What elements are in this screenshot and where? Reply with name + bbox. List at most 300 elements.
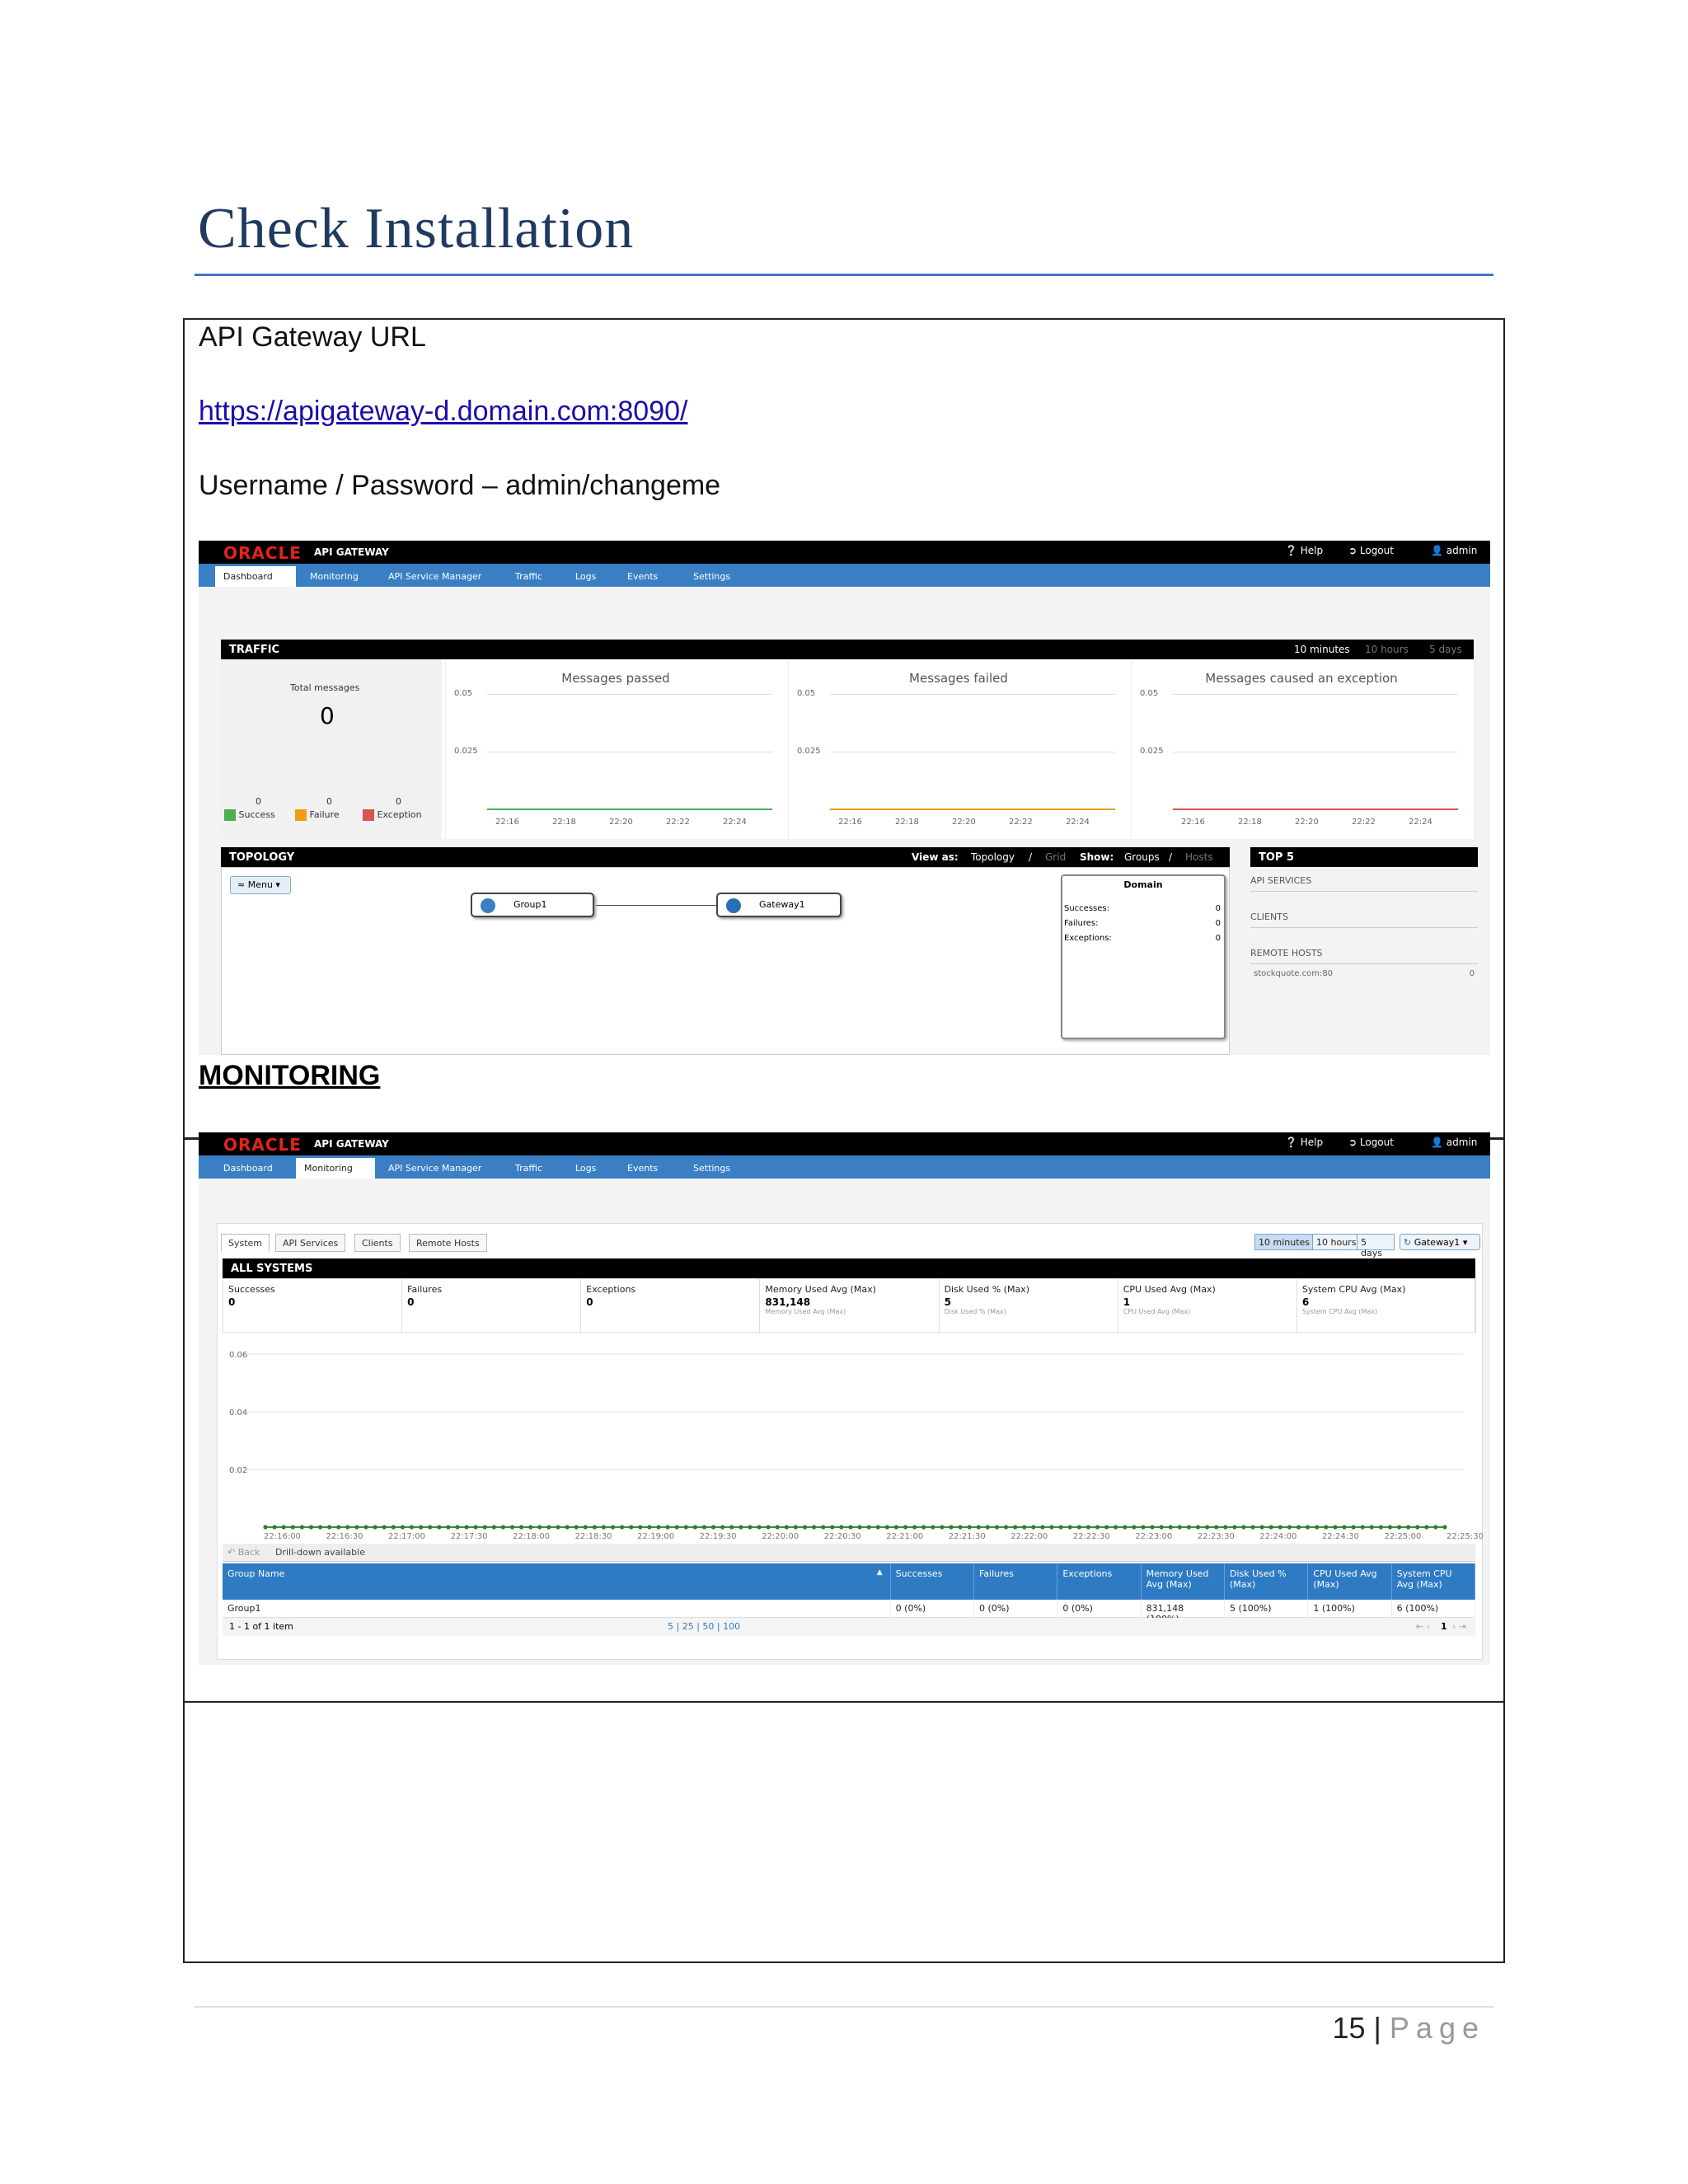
- document-title: Check Installation: [198, 197, 635, 260]
- data-point: [968, 1525, 972, 1529]
- menu-icon: ≈: [237, 879, 248, 890]
- x-tick-label: 22:16: [1181, 818, 1205, 827]
- x-tick-label: 22:22: [666, 818, 690, 827]
- data-point: [336, 1525, 340, 1529]
- x-tick-label: 22:24:00: [1259, 1532, 1297, 1541]
- item-count: 1 - 1 of 1 item: [229, 1621, 293, 1632]
- domain-exceptions-value: 0: [1215, 934, 1221, 943]
- subtab-api-services[interactable]: API Services: [275, 1234, 345, 1252]
- back-button[interactable]: ↶ Back: [227, 1547, 260, 1558]
- metric-cell: [1118, 1279, 1297, 1333]
- traffic-header: [221, 640, 1474, 659]
- metric-cell: [760, 1279, 939, 1333]
- topology-menu-button[interactable]: ≈ Menu ▾: [230, 876, 291, 894]
- y-tick-label: 0.02: [229, 1466, 248, 1475]
- show-groups[interactable]: Groups: [1124, 851, 1160, 863]
- back-arrow-icon: ↶: [227, 1547, 238, 1558]
- metric-label: System CPU Avg (Max): [1301, 1284, 1406, 1295]
- metric-sublabel: CPU Used Avg (Max): [1123, 1308, 1191, 1315]
- traffic-title: TRAFFIC: [229, 644, 280, 656]
- x-tick-label: 22:20:00: [762, 1532, 799, 1541]
- tab-dashboard[interactable]: Dashboard: [223, 1163, 273, 1174]
- failure-count: 0: [326, 796, 332, 807]
- tab-monitoring[interactable]: Monitoring: [296, 1158, 375, 1179]
- data-point: [839, 1525, 843, 1529]
- x-tick-label: 22:22: [1009, 818, 1033, 827]
- metric-value: 831,148: [765, 1296, 811, 1308]
- data-point: [382, 1525, 387, 1529]
- y-tick-label: 0.025: [454, 747, 478, 756]
- data-point: [291, 1525, 295, 1529]
- view-topology[interactable]: Topology: [971, 851, 1015, 863]
- data-point: [584, 1525, 588, 1529]
- data-point: [794, 1525, 798, 1529]
- x-tick-label: 22:25:30: [1447, 1532, 1484, 1541]
- data-point: [483, 1525, 487, 1529]
- metric-cell: [940, 1279, 1118, 1333]
- data-point: [1205, 1525, 1209, 1529]
- oracle-logo: ORACLE: [223, 543, 302, 563]
- x-tick-label: 22:24:30: [1321, 1532, 1359, 1541]
- chevron-down-icon: ▾: [1462, 1237, 1468, 1248]
- metric-value: 5: [944, 1296, 951, 1308]
- footer-divider: [195, 2006, 1493, 2008]
- data-point: [1141, 1525, 1145, 1529]
- data-point: [327, 1525, 331, 1529]
- system-chart: [223, 1339, 1484, 1542]
- x-tick-label: 22:20: [1295, 818, 1319, 827]
- range-10-minutes[interactable]: 10 minutes: [1294, 644, 1350, 655]
- data-point: [1406, 1525, 1410, 1529]
- data-point: [300, 1525, 304, 1529]
- data-point: [867, 1525, 871, 1529]
- x-tick-label: 22:22:30: [1072, 1532, 1110, 1541]
- table-cell: Group1: [223, 1600, 891, 1618]
- metric-value: 0: [586, 1296, 593, 1308]
- metrics-row: [223, 1278, 1475, 1333]
- tab-logs[interactable]: Logs: [575, 571, 597, 582]
- drilldown-bar: [223, 1544, 1475, 1562]
- data-point: [1250, 1525, 1254, 1529]
- data-point: [757, 1525, 761, 1529]
- data-point: [272, 1525, 276, 1529]
- logout-link[interactable]: ➲ Logout: [1348, 1137, 1394, 1148]
- column-header[interactable]: System CPU Avg (Max): [1392, 1563, 1475, 1600]
- data-point: [611, 1525, 615, 1529]
- data-point: [1196, 1525, 1200, 1529]
- show-slash: /: [1169, 851, 1173, 863]
- data-point: [876, 1525, 880, 1529]
- dashboard-screenshot: [199, 541, 1490, 1055]
- data-point: [1040, 1525, 1044, 1529]
- data-point: [1241, 1525, 1245, 1529]
- total-messages-value: 0: [320, 702, 335, 729]
- data-point: [1013, 1525, 1017, 1529]
- data-point: [986, 1525, 990, 1529]
- data-point: [510, 1525, 514, 1529]
- data-point: [748, 1525, 752, 1529]
- blank-cell: [183, 1701, 1505, 1963]
- gateway-node[interactable]: Gateway1: [716, 893, 842, 917]
- data-point: [821, 1525, 825, 1529]
- page-size-options[interactable]: 5 | 25 | 50 | 100: [668, 1621, 741, 1632]
- data-point: [345, 1525, 349, 1529]
- data-point: [894, 1525, 898, 1529]
- table-cell: 1 (100%): [1308, 1600, 1391, 1618]
- data-point: [1296, 1525, 1301, 1529]
- data-point: [318, 1525, 322, 1529]
- lower-frame: [183, 1053, 1505, 1140]
- range-10-hours[interactable]: 10 hours: [1365, 644, 1409, 655]
- column-header[interactable]: Successes: [891, 1563, 974, 1600]
- metric-cell: [402, 1279, 581, 1333]
- column-header[interactable]: Failures: [974, 1563, 1057, 1600]
- x-tick-label: 22:24: [1409, 818, 1432, 827]
- user-menu[interactable]: 👤 admin: [1431, 1137, 1478, 1148]
- x-tick-label: 22:24: [723, 818, 747, 827]
- chart-title: Messages passed: [561, 671, 670, 686]
- total-messages-label: Total messages: [290, 682, 360, 693]
- tab-monitoring[interactable]: Monitoring: [310, 571, 359, 582]
- metric-sublabel: Memory Used Avg (Max): [765, 1308, 846, 1315]
- data-point: [684, 1525, 688, 1529]
- tab-settings[interactable]: Settings: [693, 571, 731, 582]
- metric-value: 0: [407, 1296, 415, 1308]
- data-point: [1260, 1525, 1264, 1529]
- y-tick-label: 0.06: [229, 1351, 248, 1360]
- x-tick-label: 22:16: [495, 818, 519, 827]
- view-grid[interactable]: Grid: [1045, 851, 1067, 863]
- data-point: [1123, 1525, 1127, 1529]
- data-point: [1178, 1525, 1182, 1529]
- data-point: [1306, 1525, 1310, 1529]
- data-point: [776, 1525, 780, 1529]
- data-point: [1278, 1525, 1282, 1529]
- failure-legend: Failure: [295, 809, 340, 821]
- data-point: [995, 1525, 999, 1529]
- x-tick-label: 22:23:00: [1135, 1532, 1173, 1541]
- tab-dashboard[interactable]: Dashboard: [215, 566, 296, 587]
- data-point: [1333, 1525, 1337, 1529]
- column-header[interactable]: Group Name: [223, 1563, 891, 1600]
- data-point: [437, 1525, 441, 1529]
- tab-api-service-manager[interactable]: API Service Manager: [388, 1163, 482, 1174]
- data-point: [1324, 1525, 1328, 1529]
- topology-title: TOPOLOGY: [229, 851, 295, 864]
- data-point: [702, 1525, 706, 1529]
- data-point: [263, 1525, 267, 1529]
- y-tick-label: 0.05: [454, 689, 473, 698]
- x-tick-label: 22:20: [609, 818, 633, 827]
- data-point: [1049, 1525, 1053, 1529]
- metric-label: Exceptions: [586, 1284, 636, 1295]
- top5-header: TOP 5: [1250, 847, 1478, 867]
- data-point: [1269, 1525, 1273, 1529]
- group-icon: [481, 898, 495, 913]
- data-point: [474, 1525, 478, 1529]
- data-point: [1397, 1525, 1401, 1529]
- subtab-system[interactable]: System: [221, 1234, 270, 1252]
- metric-label: Memory Used Avg (Max): [765, 1284, 876, 1295]
- remote-host-value: 0: [1469, 969, 1475, 978]
- show-hosts[interactable]: Hosts: [1185, 851, 1213, 863]
- gateway-select[interactable]: ↻ Gateway1 ▾: [1400, 1234, 1480, 1250]
- data-point: [1095, 1525, 1100, 1529]
- data-point: [1058, 1525, 1062, 1529]
- success-legend: Success: [224, 809, 275, 821]
- data-point: [1132, 1525, 1136, 1529]
- series-line: [1173, 808, 1458, 810]
- data-point: [309, 1525, 313, 1529]
- logout-link[interactable]: ➲ Logout: [1348, 545, 1394, 556]
- metric-sublabel: Disk Used % (Max): [944, 1308, 1006, 1315]
- gridline: [1173, 694, 1458, 695]
- data-point: [410, 1525, 414, 1529]
- tab-events[interactable]: Events: [627, 1163, 659, 1174]
- data-point: [1361, 1525, 1365, 1529]
- all-systems-header: ALL SYSTEMS: [223, 1258, 1475, 1278]
- data-point: [565, 1525, 569, 1529]
- data-point: [857, 1525, 861, 1529]
- tab-logs[interactable]: Logs: [575, 1163, 597, 1174]
- sort-ascending-icon[interactable]: ▲: [876, 1568, 883, 1577]
- series-line: [830, 808, 1115, 810]
- data-point: [428, 1525, 432, 1529]
- y-tick-label: 0.025: [1140, 747, 1164, 756]
- monitoring-panel: [217, 1223, 1483, 1660]
- data-point: [693, 1525, 697, 1529]
- failure-swatch: [295, 809, 307, 821]
- data-point: [519, 1525, 523, 1529]
- table-cell: 0 (0%): [891, 1600, 974, 1618]
- table-cell: 6 (100%): [1392, 1600, 1475, 1618]
- domain-successes-value: 0: [1215, 904, 1221, 913]
- help-link[interactable]: ❔ Help: [1285, 545, 1324, 556]
- data-point: [812, 1525, 816, 1529]
- data-point: [720, 1525, 724, 1529]
- user-icon: 👤: [1431, 1137, 1447, 1148]
- pager-next-last-icon[interactable]: › ⇥: [1452, 1621, 1467, 1632]
- column-header[interactable]: CPU Used Avg (Max): [1308, 1563, 1391, 1600]
- data-point: [921, 1525, 926, 1529]
- x-tick-label: 22:22: [1352, 818, 1376, 827]
- gridline: [487, 694, 772, 695]
- show-label: Show:: [1080, 851, 1114, 863]
- app-topbar: [199, 1132, 1490, 1155]
- chart-title: Messages failed: [909, 671, 1008, 686]
- data-point: [647, 1525, 651, 1529]
- tab-api-service-manager[interactable]: API Service Manager: [388, 571, 482, 582]
- metric-value: 6: [1301, 1296, 1310, 1308]
- metric-label: CPU Used Avg (Max): [1123, 1284, 1216, 1295]
- help-link[interactable]: ❔ Help: [1285, 1137, 1324, 1148]
- top5-clients[interactable]: CLIENTS: [1250, 912, 1478, 928]
- data-point: [419, 1525, 423, 1529]
- data-point: [1342, 1525, 1346, 1529]
- logout-icon: ➲: [1348, 1137, 1360, 1148]
- data-point: [373, 1525, 377, 1529]
- chart-exception: [1131, 659, 1470, 839]
- table-pager: [223, 1618, 1475, 1636]
- tab-traffic[interactable]: Traffic: [515, 571, 543, 582]
- user-menu[interactable]: 👤 admin: [1431, 545, 1478, 556]
- table-row[interactable]: [223, 1600, 1475, 1618]
- data-point: [885, 1525, 889, 1529]
- success-swatch: [224, 809, 236, 821]
- remote-host-name[interactable]: stockquote.com:80: [1254, 969, 1334, 978]
- column-header[interactable]: Exceptions: [1057, 1563, 1141, 1600]
- data-point: [1223, 1525, 1227, 1529]
- app-topbar: [199, 541, 1490, 564]
- data-point: [501, 1525, 505, 1529]
- table-cell: 5 (100%): [1225, 1600, 1308, 1618]
- data-point: [1379, 1525, 1383, 1529]
- title-divider: [195, 274, 1493, 276]
- x-tick-label: 22:21:30: [948, 1532, 986, 1541]
- data-point: [1415, 1525, 1419, 1529]
- table-cell: 831,148: [1142, 1600, 1225, 1618]
- data-point: [940, 1525, 944, 1529]
- x-tick-label: 22:19:30: [699, 1532, 737, 1541]
- range-5-days[interactable]: 5 days: [1429, 644, 1462, 655]
- refresh-icon: ↻: [1404, 1237, 1414, 1248]
- metric-value: 1: [1123, 1296, 1131, 1308]
- api-gateway-link[interactable]: https://apigateway-d.domain.com:8090/: [199, 396, 688, 427]
- x-tick-label: 22:21:00: [886, 1532, 924, 1541]
- x-tick-label: 22:24: [1066, 818, 1090, 827]
- data-point: [492, 1525, 496, 1529]
- data-point: [1169, 1525, 1173, 1529]
- drilldown-label: Drill-down available: [275, 1547, 365, 1558]
- range-10-hours[interactable]: 10 hours: [1312, 1234, 1360, 1250]
- x-tick-label: 22:16:30: [326, 1532, 363, 1541]
- app-navbar: [199, 1155, 1490, 1179]
- page-label: Page: [1389, 2011, 1485, 2045]
- x-tick-label: 22:19:00: [637, 1532, 675, 1541]
- data-point: [1424, 1525, 1428, 1529]
- current-page[interactable]: 1: [1441, 1621, 1447, 1632]
- data-point: [1388, 1525, 1392, 1529]
- data-point: [602, 1525, 606, 1529]
- x-tick-label: 22:25:00: [1384, 1532, 1422, 1541]
- x-tick-label: 22:17:00: [388, 1532, 425, 1541]
- x-tick-label: 22:18:00: [513, 1532, 551, 1541]
- data-point: [556, 1525, 560, 1529]
- data-point: [446, 1525, 450, 1529]
- data-point: [785, 1525, 789, 1529]
- data-point: [656, 1525, 660, 1529]
- monitoring-screenshot: [199, 1132, 1490, 1665]
- view-as-label: View as:: [912, 851, 959, 863]
- chart-failed: [788, 659, 1128, 839]
- data-point: [638, 1525, 642, 1529]
- page-number: 15: [1332, 2011, 1366, 2045]
- y-tick-label: 0.05: [797, 689, 816, 698]
- domain-title: Domain: [1123, 879, 1163, 890]
- top5-api-services[interactable]: API SERVICES: [1250, 875, 1478, 892]
- exception-swatch: [363, 809, 374, 821]
- column-header[interactable]: Disk Used % (Max): [1225, 1563, 1308, 1600]
- data-point: [958, 1525, 962, 1529]
- data-point: [1104, 1525, 1109, 1529]
- data-point: [528, 1525, 532, 1529]
- x-tick-label: 22:16: [838, 818, 862, 827]
- data-point: [1031, 1525, 1035, 1529]
- y-tick-label: 0.025: [797, 747, 821, 756]
- page-footer: [1332, 2011, 1485, 2046]
- data-point: [363, 1525, 368, 1529]
- x-tick-label: 22:22:00: [1010, 1532, 1048, 1541]
- group-node[interactable]: Group1: [471, 893, 594, 917]
- x-tick-label: 22:17:30: [450, 1532, 488, 1541]
- oracle-logo: ORACLE: [223, 1135, 302, 1155]
- data-point: [620, 1525, 624, 1529]
- range-10-minutes[interactable]: 10 minutes: [1254, 1234, 1314, 1250]
- pager-first-prev-icon[interactable]: ⇤ ‹: [1416, 1621, 1431, 1632]
- user-icon: 👤: [1431, 545, 1447, 556]
- data-point: [1351, 1525, 1355, 1529]
- topology-link: [596, 905, 716, 906]
- data-point: [455, 1525, 459, 1529]
- tab-traffic[interactable]: Traffic: [515, 1163, 543, 1174]
- range-5-days[interactable]: 5 days: [1357, 1234, 1395, 1250]
- table-cell: 0 (0%): [974, 1600, 1057, 1618]
- metric-label: Disk Used % (Max): [944, 1284, 1029, 1295]
- x-tick-label: 22:18: [1238, 818, 1262, 827]
- groups-table-header: [223, 1563, 1475, 1600]
- data-point: [546, 1525, 551, 1529]
- data-point: [1287, 1525, 1292, 1529]
- data-point: [1370, 1525, 1374, 1529]
- column-header[interactable]: Memory Used Avg (Max): [1142, 1563, 1225, 1600]
- subtab-clients[interactable]: Clients: [354, 1234, 401, 1252]
- data-point: [675, 1525, 679, 1529]
- data-point: [464, 1525, 468, 1529]
- metric-value: 0: [228, 1296, 236, 1308]
- table-cell: 0 (0%): [1057, 1600, 1141, 1618]
- data-point: [629, 1525, 633, 1529]
- data-point: [977, 1525, 981, 1529]
- exception-count: 0: [396, 796, 401, 807]
- top5-remote-hosts[interactable]: REMOTE HOSTS: [1250, 948, 1478, 964]
- app-navbar: [199, 564, 1490, 587]
- api-gateway-label: API Gateway URL: [199, 321, 426, 353]
- data-point: [1187, 1525, 1191, 1529]
- x-tick-label: 22:23:30: [1197, 1532, 1235, 1541]
- x-tick-label: 22:18: [552, 818, 576, 827]
- data-point: [1442, 1525, 1447, 1529]
- tab-events[interactable]: Events: [627, 571, 659, 582]
- data-point: [1086, 1525, 1090, 1529]
- metric-label: Failures: [407, 1284, 443, 1295]
- series-line: [487, 808, 772, 810]
- data-point: [401, 1525, 405, 1529]
- x-tick-label: 22:20:30: [823, 1532, 861, 1541]
- tab-settings[interactable]: Settings: [693, 1163, 731, 1174]
- product-name: API GATEWAY: [314, 1138, 389, 1150]
- y-tick-label: 0.04: [229, 1408, 248, 1418]
- chart-title: Messages caused an exception: [1205, 671, 1398, 686]
- subtab-remote-hosts[interactable]: Remote Hosts: [409, 1234, 487, 1252]
- data-point: [1004, 1525, 1008, 1529]
- x-tick-label: 22:16:00: [264, 1532, 301, 1541]
- data-point: [537, 1525, 542, 1529]
- data-point: [830, 1525, 834, 1529]
- domain-box[interactable]: [1061, 874, 1226, 1039]
- credentials-text: Username / Password – admin/changeme: [199, 470, 721, 501]
- data-point: [1114, 1525, 1118, 1529]
- metric-cell: [223, 1279, 402, 1333]
